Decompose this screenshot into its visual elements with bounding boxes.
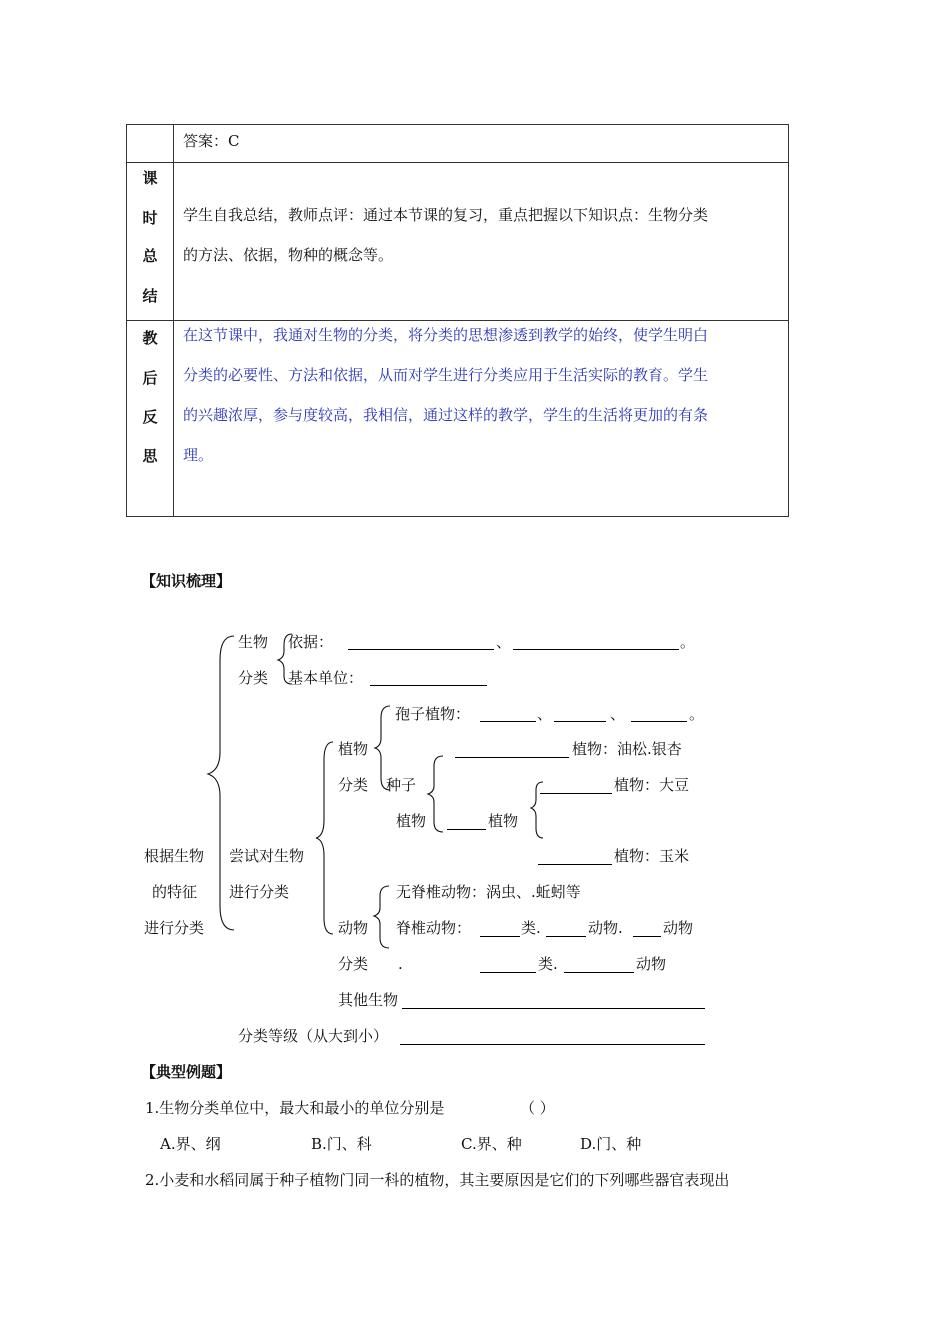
unit-label: 基本单位： (288, 669, 364, 687)
monocot-label: 植物：玉米 (614, 847, 690, 865)
ranks-label: 分类等级（从大到小） (238, 1027, 389, 1045)
vertebrate-blank[interactable] (480, 972, 536, 973)
question-1-option-a[interactable]: A.界、纲 (160, 1135, 221, 1153)
root-label-line: 进行分类 (144, 919, 205, 937)
attempt-label-line: 尝试对生物 (229, 847, 305, 865)
dicot-label: 植物：大豆 (614, 776, 690, 794)
root-label-line: 根据生物 (144, 847, 205, 865)
vertebrate-animal: 动物. (588, 919, 623, 937)
animal-label: 动物 (338, 919, 369, 937)
angiosperm-label: 植物 (488, 812, 519, 830)
summary-heading-char: 时 (142, 209, 158, 227)
summary-heading-char: 课 (142, 169, 158, 187)
basis-blank[interactable] (513, 649, 679, 650)
vertebrate-class: 类. (538, 955, 558, 973)
reflection-line: 理。 (183, 446, 214, 464)
answer-text: 答案：C (183, 132, 240, 150)
dot: . (398, 955, 403, 973)
classification-label: 生物 (238, 633, 269, 651)
vertebrate-class: 类. (521, 919, 541, 937)
spore-blank[interactable] (480, 721, 536, 722)
reflection-line: 的兴趣浓厚，参与度较高，我相信，通过这样的教学，学生的生活将更加的有条 (183, 406, 709, 424)
spore-plant-label: 孢子植物： (395, 705, 471, 723)
separator: 、 (537, 705, 553, 723)
basis-blank[interactable] (348, 649, 494, 650)
dicot-blank[interactable] (540, 793, 612, 794)
reflection-heading-char: 反 (142, 408, 158, 426)
angiosperm-blank[interactable] (447, 829, 486, 830)
question-1-option-d[interactable]: D.门、种 (580, 1135, 642, 1153)
vertebrate-animal: 动物 (663, 919, 694, 937)
vertebrate-blank[interactable] (633, 936, 661, 937)
vertebrate-animal: 动物 (636, 955, 667, 973)
reflection-line: 分类的必要性、方法和依据，从而对学生进行分类应用于生活实际的教育。学生 (183, 366, 709, 384)
question-1-answer-paren[interactable]: （ ） (520, 1099, 555, 1117)
attempt-label-line: 进行分类 (229, 883, 290, 901)
invertebrate-label: 无脊椎动物：涡虫、.蚯蚓等 (396, 883, 581, 901)
knowledge-heading: 【知识梳理】 (141, 572, 232, 590)
reflection-heading-char: 教 (142, 329, 158, 347)
question-1: 1.生物分类单位中，最大和最小的单位分别是 (145, 1099, 445, 1117)
reflection-line: 在这节课中，我通对生物的分类，将分类的思想渗透到教学的始终，使学生明白 (183, 326, 709, 344)
vertebrate-blank[interactable] (480, 936, 520, 937)
other-organisms-blank[interactable] (402, 1008, 705, 1009)
question-2: 2.小麦和水稻同属于种子植物门同一科的植物，其主要原因是它们的下列哪些器官表现出 (145, 1171, 730, 1189)
other-organisms-label: 其他生物 (338, 991, 399, 1009)
spore-blank[interactable] (631, 721, 687, 722)
monocot-blank[interactable] (538, 864, 612, 865)
summary-heading-char: 结 (142, 287, 158, 305)
question-1-option-c[interactable]: C.界、种 (461, 1135, 522, 1153)
separator: 、 (610, 705, 626, 723)
period: 。 (680, 633, 696, 651)
animal-label: 分类 (338, 955, 369, 973)
seed-plant-label: 种子 (386, 776, 417, 794)
vertebrate-blank[interactable] (546, 936, 586, 937)
basis-label: 依据： (288, 633, 334, 651)
summary-heading-char: 总 (142, 247, 158, 265)
vertebrate-label: 脊椎动物： (396, 919, 472, 937)
gymnosperm-blank[interactable] (455, 757, 569, 758)
summary-line: 学生自我总结，教师点评：通过本节课的复习，重点把握以下知识点：生物分类 (183, 206, 709, 224)
period: 。 (689, 705, 705, 723)
reflection-heading-char: 后 (142, 369, 158, 387)
plant-label: 植物 (338, 740, 369, 758)
root-label-line: 的特征 (152, 883, 198, 901)
classification-label: 分类 (238, 669, 269, 687)
plant-label: 分类 (338, 776, 369, 794)
examples-heading: 【典型例题】 (141, 1063, 232, 1081)
spore-blank[interactable] (554, 721, 606, 722)
ranks-blank[interactable] (400, 1044, 705, 1045)
gymnosperm-label: 植物：油松.银杏 (572, 740, 682, 758)
question-1-option-b[interactable]: B.门、科 (311, 1135, 372, 1153)
vertebrate-blank[interactable] (564, 972, 634, 973)
reflection-heading-char: 思 (142, 447, 158, 465)
seed-plant-label: 植物 (396, 812, 427, 830)
unit-blank[interactable] (370, 685, 487, 686)
summary-line: 的方法、依据，物种的概念等。 (183, 246, 394, 264)
separator: 、 (496, 633, 512, 651)
